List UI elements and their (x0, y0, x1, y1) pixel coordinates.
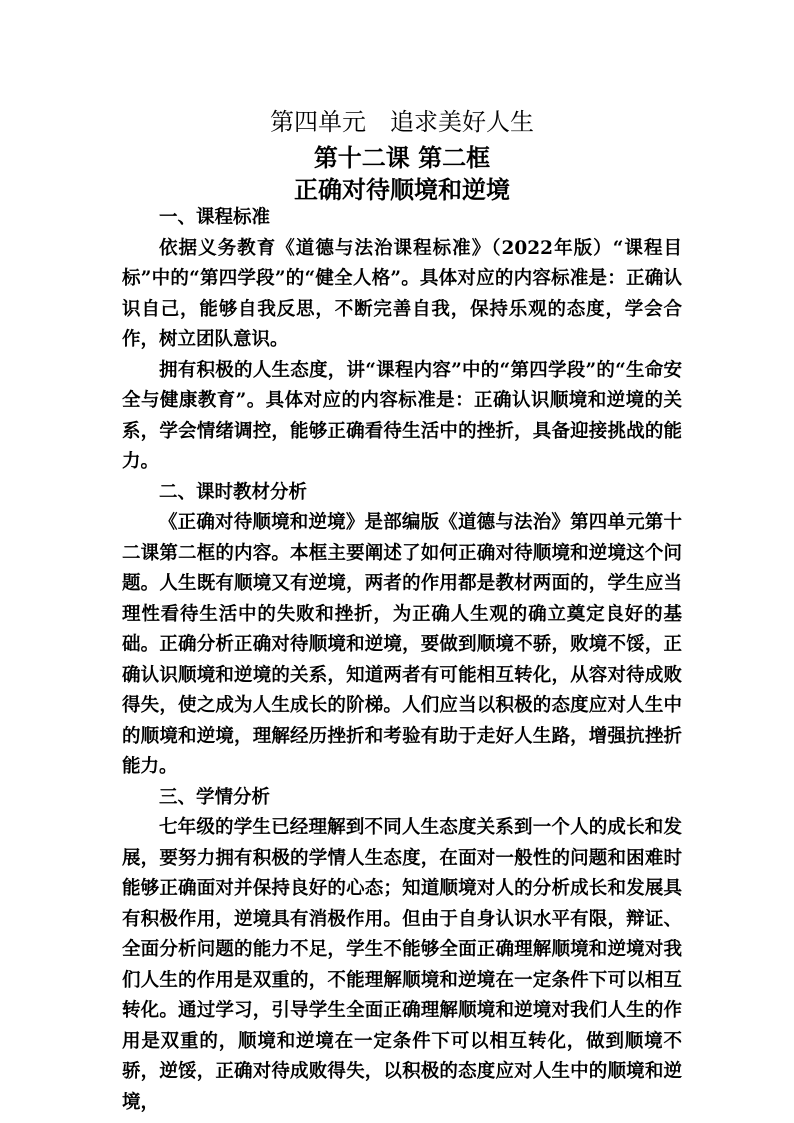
section-learner-analysis (122, 783, 682, 1119)
paragraph: 七年级的学生已经理解到不同人生态度关系到一个人的成长和发展，要努力拥有积极的学情人生态度，在面对一般性的问题和困难时能够正确面对并保持良好的心态；知道顺境对人的分析成长和发展具有积极作用，逆境具有消极作用。但由于自身认识水平有限，辩证、全面分析问题的能力不足，学生不能够全面正确理解顺境和逆境对我们人生的作用是双重的，不能理解顺境和逆境在一定条件下可以相互转化。通过学习，引导学生全面正确理解顺境和逆境对我们人生的作用是双重的，顺境和逆境在一定条件下可以相互转化，做到顺境不骄，逆馁，正确对待成败得失，以积极的态度应对人生中的顺境和逆境， (122, 817, 682, 1113)
paragraph: 依据义务教育《道德与法治课程标准》（2022年版）“课程目标”中的“第四学段”的“健全人格”。具体对应的内容标准是：正确认识自己，能够自我反思，不断完善自我，保持乐观的态度，学会合作，树立团队意识。 (122, 237, 682, 350)
section-heading: 一、课程标准 (159, 207, 271, 228)
section-curriculum-standard (122, 203, 682, 478)
topic-title: 正确对待顺境和逆境 (294, 176, 510, 204)
document-body (122, 203, 682, 1118)
section-heading: 二、课时教材分析 (159, 481, 308, 503)
paragraph: 拥有积极的人生态度，讲“课程内容”中的“第四学段”的“生命安全与健康教育”。具体对应的内容标准是：正确认识顺境和逆境的关系，学会情绪调控，能够正确看待生活中的挫折，具备迎接挑战的能力。 (122, 359, 682, 472)
section-textbook-analysis (122, 478, 682, 783)
section-heading: 三、学情分析 (159, 786, 271, 808)
paragraph: 《正确对待顺境和逆境》是部编版《道德与法治》第四单元第十二课第二框的内容。本框主要阐述了如何正确对待顺境和逆境这个问题。人生既有顺境又有逆境，两者的作用都是教材两面的，学生应当理性看待生活中的失败和挫折，为正确人生观的确立奠定良好的基础。正确分析正确对待顺境和逆境，要做到顺境不骄，败境不馁，正确认识顺境和逆境的关系，知道两者有可能相互转化，从容对待成败得失，使之成为人生成长的阶梯。人们应当以积极的态度应对人生中的顺境和逆境，理解经历挫折和考验有助于走好人生路，增强抗挫折能力。 (122, 512, 682, 777)
lesson-title: 第十二课 第二框 (313, 144, 491, 172)
unit-title: 第四单元 追求美好人生 (270, 108, 534, 136)
